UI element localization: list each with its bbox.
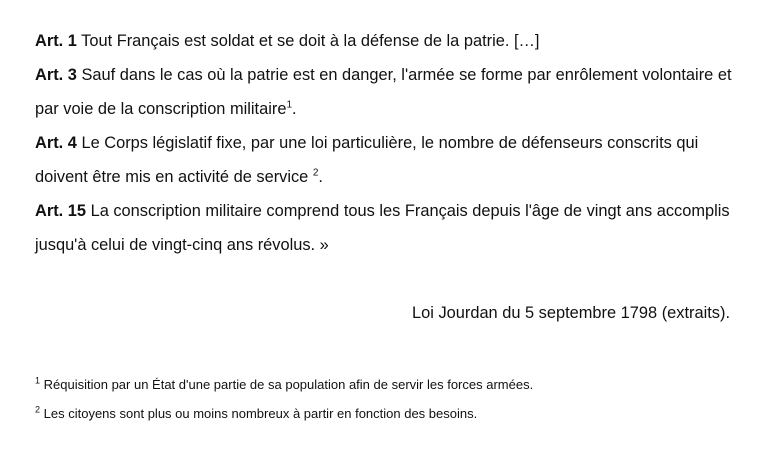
article-number: Art. 15 <box>35 202 87 220</box>
article-text: La conscription militaire comprend tous les Français depuis l'âge de vingt ans accomplis jusqu'à celui de vingt-cinq ans révolus. » <box>35 202 730 254</box>
article-4 <box>35 126 735 194</box>
footnote-ref: 2 <box>312 167 319 179</box>
article-1 <box>35 24 735 58</box>
footnote-ref: 1 <box>286 99 293 111</box>
article-text: Sauf dans le cas où la patrie est en danger, l'armée se forme par enrôlement volontaire et par voie de la conscription militaire <box>35 66 732 118</box>
article-15 <box>35 194 735 262</box>
article-text: Le Corps législatif fixe, par une loi particulière, le nombre de défenseurs conscrits qui doivent être mis en activité de service <box>35 134 699 186</box>
footnote-marker: 1 <box>35 375 41 386</box>
article-number: Art. 3 <box>35 66 77 84</box>
footnote-text: Les citoyens sont plus ou moins nombreux à partir en fonction des besoins. <box>43 406 478 421</box>
article-number: Art. 4 <box>35 134 77 152</box>
law-excerpt <box>35 24 735 262</box>
article-text: Tout Français est soldat et se doit à la défense de la patrie. […] <box>81 32 540 50</box>
source-citation: Loi Jourdan du 5 septembre 1798 (extraits). <box>412 304 730 322</box>
footnotes <box>35 370 735 428</box>
footnote-1 <box>35 370 735 399</box>
article-number: Art. 1 <box>35 32 77 50</box>
article-punctuation: . <box>292 100 297 118</box>
article-3 <box>35 58 735 126</box>
footnote-text: Réquisition par un État d'une partie de sa population afin de servir les forces armées. <box>43 377 534 392</box>
footnote-marker: 2 <box>35 404 41 415</box>
article-punctuation: . <box>318 168 323 186</box>
footnote-2 <box>35 399 735 428</box>
